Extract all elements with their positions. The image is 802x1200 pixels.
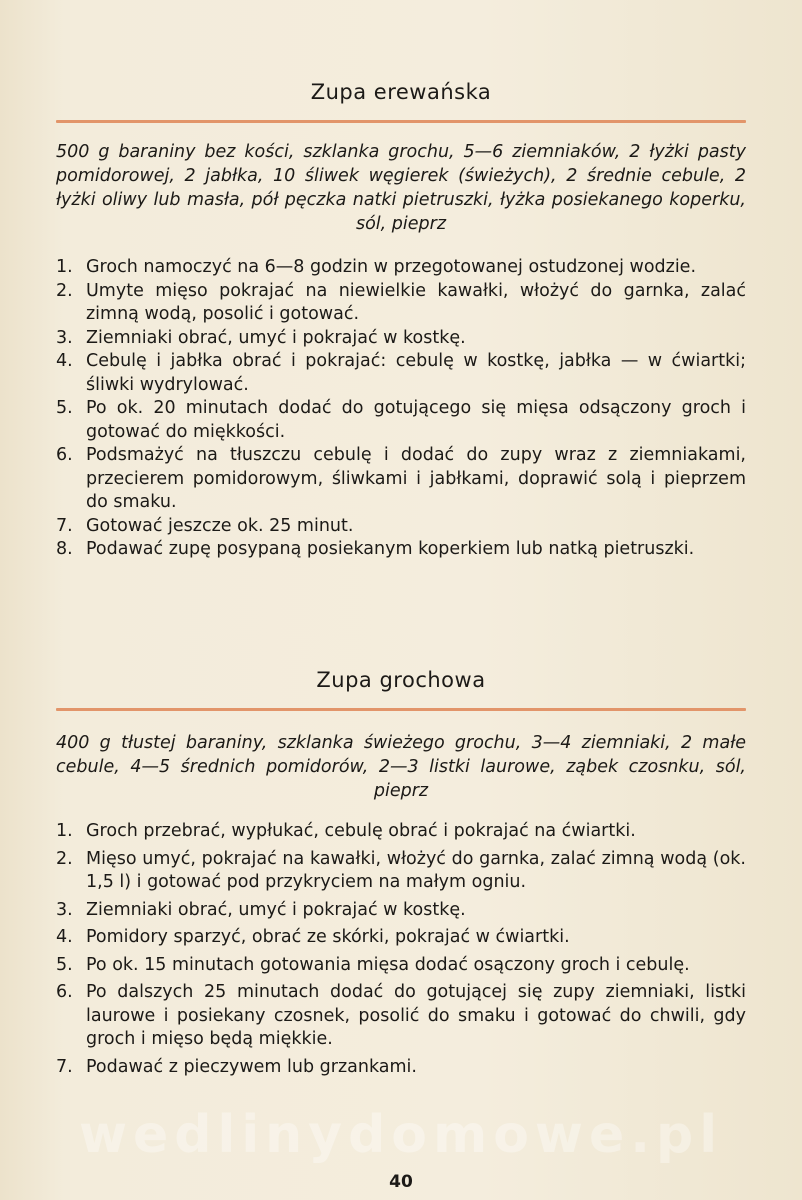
step-text: Podawać zupę posypaną posiekanym koperkiem lub natką pietruszki. bbox=[86, 539, 695, 559]
step-item bbox=[56, 256, 746, 280]
step-number: 1. bbox=[56, 257, 73, 277]
ingredients-erewanska: 500 g baraniny bez kości, szklanka grochu, 5—6 ziemniaków, 2 łyżki pasty pomidorowej, 2 jabłka, 10 śliwek węgierek (świeżych), 2 średnie cebule, 2 łyżki oliwy lub masła, pół pęczka natki pietruszki, łyżka posiekanego koperku, sól, pieprz bbox=[56, 142, 746, 234]
step-text: Mięso umyć, pokrajać na kawałki, włożyć do garnka, zalać zimną wodą (ok. 1,5 l) i gotować pod przykryciem na małym ogniu. bbox=[86, 848, 746, 892]
recipe-title-erewanska: Zupa erewańska bbox=[310, 80, 492, 104]
step-text: Po ok. 20 minutach dodać do gotującego się mięsa odsączony groch i gotować do miękkości. bbox=[86, 398, 746, 442]
step-number: 6. bbox=[56, 982, 73, 1002]
recipe-title-grochowa: Zupa grochowa bbox=[316, 668, 486, 692]
step-item bbox=[56, 926, 746, 950]
step-item bbox=[56, 397, 746, 444]
steps-grochowa bbox=[56, 820, 746, 1083]
step-text: Groch namoczyć na 6—8 godzin w przegotowanej ostudzonej wodzie. bbox=[86, 257, 697, 277]
step-item bbox=[56, 350, 746, 397]
step-text: Cebulę i jabłka obrać i pokrajać: cebulę w kostkę, jabłka — w ćwiartki; śliwki wydrylować. bbox=[86, 351, 746, 395]
step-item bbox=[56, 981, 746, 1052]
title-divider bbox=[56, 120, 746, 123]
step-item bbox=[56, 848, 746, 895]
step-number: 3. bbox=[56, 899, 73, 920]
step-text: Pomidory sparzyć, obrać ze skórki, pokrajać w ćwiartki. bbox=[86, 927, 570, 947]
watermark: wedlinydomowe.pl bbox=[78, 1105, 724, 1165]
step-number: 4. bbox=[56, 927, 73, 947]
step-text: Ziemniaki obrać, umyć i pokrajać w kostkę. bbox=[86, 327, 466, 348]
step-number: 2. bbox=[56, 848, 73, 869]
step-text: Po ok. 15 minutach gotowania mięsa dodać osączony groch i cebulę. bbox=[86, 954, 690, 975]
step-item bbox=[56, 899, 746, 923]
step-number: 7. bbox=[56, 1056, 73, 1077]
step-number: 4. bbox=[56, 351, 73, 371]
step-number: 5. bbox=[56, 398, 73, 418]
step-text: Gotować jeszcze ok. 25 minut. bbox=[86, 515, 354, 536]
step-item bbox=[56, 954, 746, 978]
step-item bbox=[56, 444, 746, 515]
step-number: 5. bbox=[56, 954, 73, 975]
step-number: 7. bbox=[56, 515, 73, 536]
step-item bbox=[56, 515, 746, 539]
page-number: 40 bbox=[389, 1172, 413, 1192]
step-text: Podsmażyć na tłuszczu cebulę i dodać do zupy wraz z ziemniakami, przecierem pomidorowym, śliwkami i jabłkami, doprawić solą i pieprzem do smaku. bbox=[86, 445, 746, 512]
ingredients-grochowa: 400 g tłustej baraniny, szklanka świeżego grochu, 3—4 ziemniaki, 2 małe cebule, 4—5 średnich pomidorów, 2—3 listki laurowe, ząbek czosnku, sól, pieprz bbox=[56, 733, 746, 801]
step-number: 1. bbox=[56, 821, 73, 841]
step-text: Groch przebrać, wypłukać, cebulę obrać i pokrajać na ćwiartki. bbox=[86, 821, 636, 841]
steps-erewanska bbox=[56, 256, 746, 562]
step-number: 8. bbox=[56, 539, 73, 559]
step-number: 3. bbox=[56, 327, 73, 348]
step-item bbox=[56, 327, 746, 351]
step-item bbox=[56, 280, 746, 327]
title-divider bbox=[56, 708, 746, 711]
step-text: Podawać z pieczywem lub grzankami. bbox=[86, 1056, 417, 1077]
step-item bbox=[56, 538, 746, 562]
step-item bbox=[56, 1056, 746, 1080]
step-item bbox=[56, 820, 746, 844]
step-text: Umyte mięso pokrajać na niewielkie kawałki, włożyć do garnka, zalać zimną wodą, posolić i gotować. bbox=[86, 280, 746, 324]
step-text: Ziemniaki obrać, umyć i pokrajać w kostkę. bbox=[86, 899, 466, 920]
step-number: 6. bbox=[56, 445, 73, 465]
step-number: 2. bbox=[56, 280, 73, 301]
step-text: Po dalszych 25 minutach dodać do gotującej się zupy ziemniaki, listki laurowe i posiekany czosnek, posolić do smaku i gotować do chwili, gdy groch i mięso będą miękkie. bbox=[86, 982, 746, 1049]
